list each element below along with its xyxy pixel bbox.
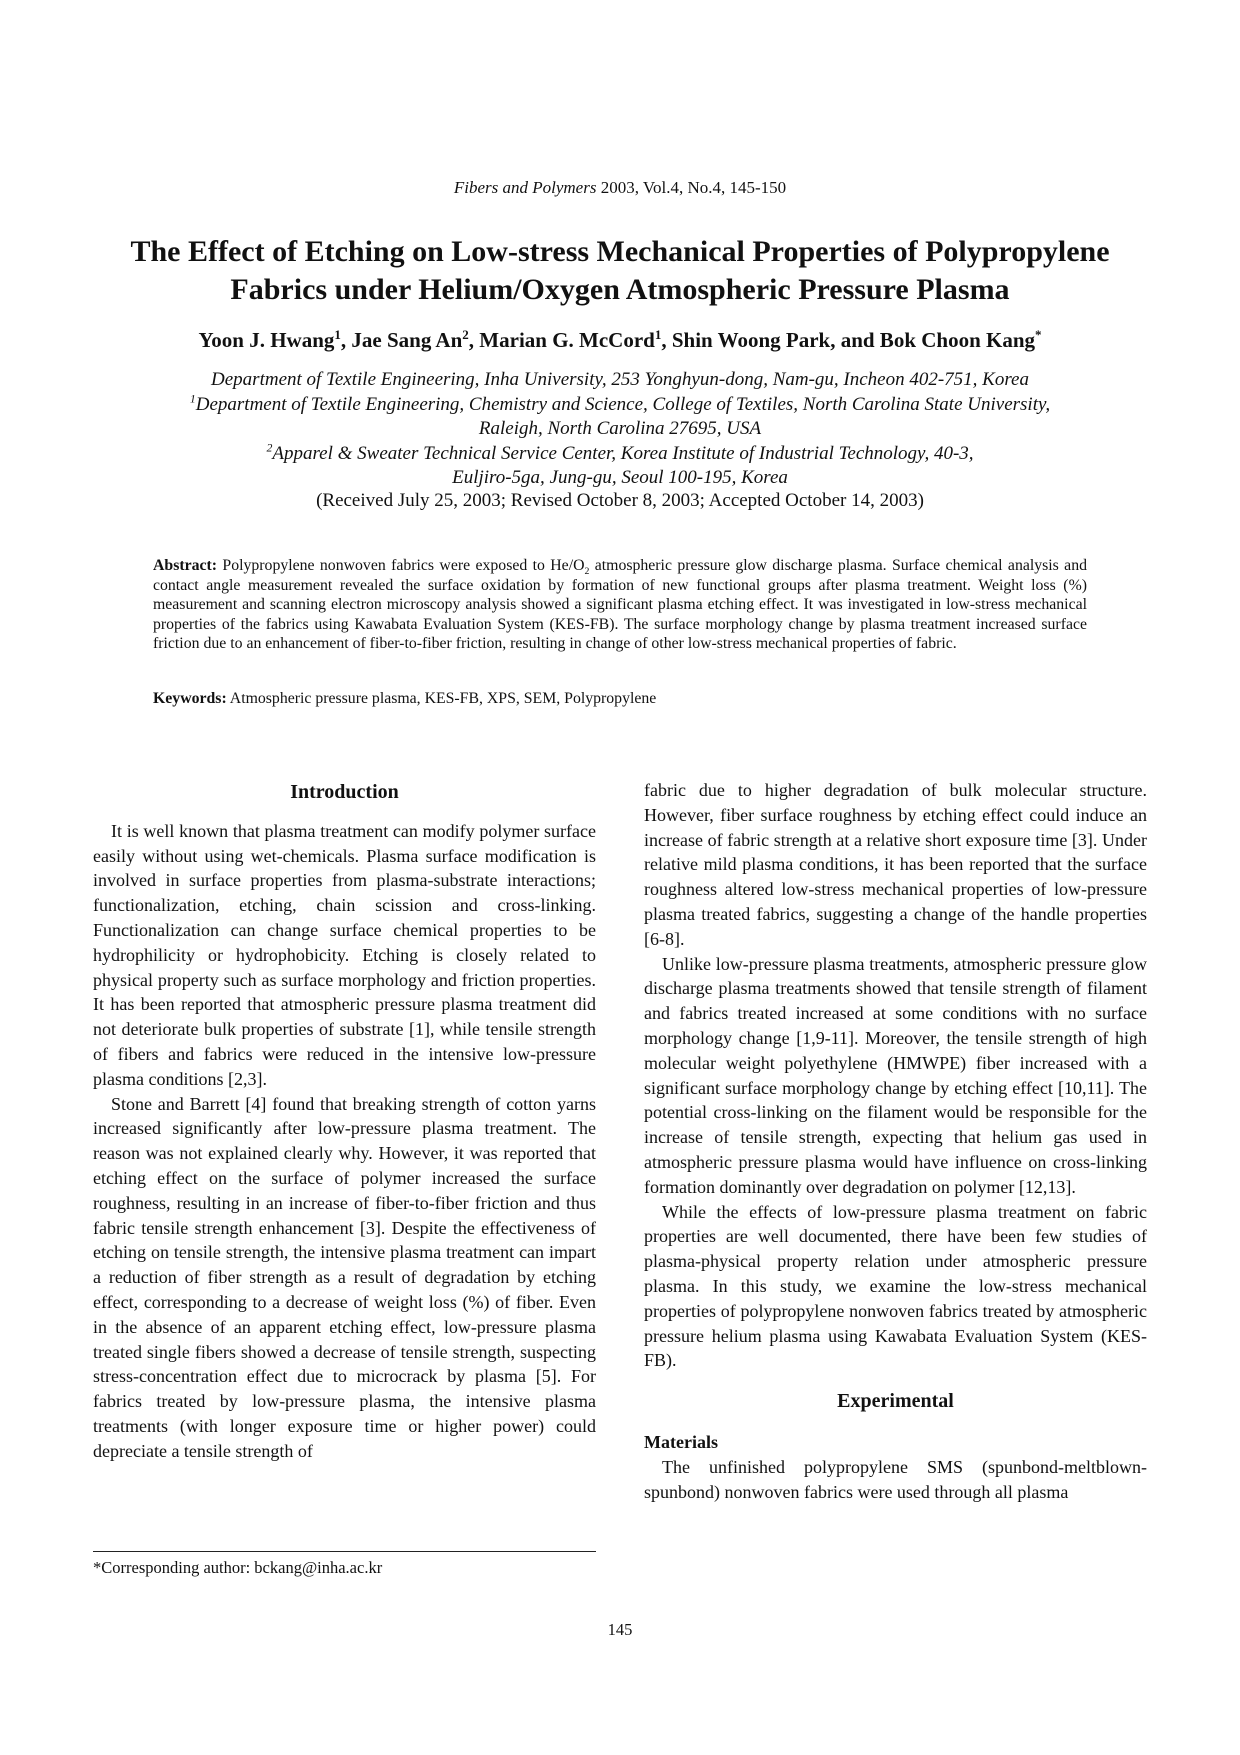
author-separator: , — [661, 328, 672, 352]
author-name: Shin Woong Park, and Bok Choon Kang — [671, 328, 1036, 352]
paragraph: Unlike low-pressure plasma treatments, atmospheric pressure glow discharge plasma treatments showed that tensile strength of filament and fabrics treated increased at some conditions with no surface morphology change [1,9-11]. Moreover, the tensile strength of high molecular weight polyethylene (HMWPE) fiber increased with a significant surface morphology change by etching effect [10,11]. The potential cross-linking on the filament would be responsible for the increase of tensile strength, expecting that helium gas used in atmospheric pressure plasma would have influence on cross-linking formation dominantly over degradation on polymer [12,13]. — [644, 953, 1147, 1197]
right-column — [644, 778, 1147, 1504]
affiliation-1-line-1: Department of Textile Engineering, Chemistry and Science, College of Textiles, North Carolina State University, — [195, 393, 1051, 415]
affiliation-2 — [90, 442, 1150, 467]
author-affiliation-mark: 1 — [334, 327, 341, 342]
affiliation-1-line-2: Raleigh, North Carolina 27695, USA — [478, 418, 762, 439]
subsection-heading-materials: Materials — [644, 1431, 718, 1452]
paragraph: While the effects of low-pressure plasma treatment on fabric properties are well documented, there have been few studies of plasma-physical property relation under atmospheric pressure plasma. In this study, we examine the low-stress mechanical properties of polypropylene nonwoven fabrics treated by atmospheric pressure helium plasma using Kawabata Evaluation System (KES-FB). — [644, 1201, 1147, 1371]
affiliation-2-line-2: Euljiro-5ga, Jung-gu, Seoul 100-195, Korea — [452, 467, 788, 488]
affiliation-2-mark: 2 — [266, 441, 273, 455]
author-list — [60, 328, 1180, 353]
journal-name: Fibers and Polymers — [453, 178, 597, 197]
title-line-2: Fabrics under Helium/Oxygen Atmospheric Pressure Plasma — [230, 273, 1010, 306]
received-dates: (Received July 25, 2003; Revised October 8, 2003; Accepted October 14, 2003) — [316, 490, 924, 511]
corresponding-author-mark: * — [1035, 327, 1042, 342]
footnote: *Corresponding author: bckang@inha.ac.kr — [93, 1558, 383, 1577]
left-column — [93, 778, 596, 1464]
footnote-divider — [93, 1551, 596, 1552]
author-name: Yoon J. Hwang — [198, 328, 335, 352]
keywords — [153, 690, 1087, 708]
affiliation-1 — [90, 393, 1150, 418]
affiliation-2-line-1: Apparel & Sweater Technical Service Center, Korea Institute of Industrial Technology, 40-3, — [272, 442, 974, 464]
paragraph: It is well known that plasma treatment can modify polymer surface easily without using wet-chemicals. Plasma surface modification is involved in surface properties from plasma-substrate interactions; functionalization, etching, chain scission and cross-linking. Functionalization can change surface chemical properties to be hydrophilicity or hydrophobicity. Etching is closely related to physical property such as surface morphology and friction properties. It has been reported that atmospheric pressure plasma treatment did not deteriorate bulk properties of substrate [1], while tensile strength of fibers and fabrics were reduced in the intensive low-pressure plasma conditions [2,3]. — [93, 820, 596, 1089]
author-name: Marian G. McCord — [479, 328, 655, 352]
author-separator: , — [468, 328, 480, 352]
paragraph: Stone and Barrett [4] found that breaking strength of cotton yarns increased significantly after low-pressure plasma treatment. The reason was not explained clearly why. However, it was reported that etching effect on the surface of polymer increased the surface roughness, resulting in an increase of fiber-to-fiber friction and thus fabric tensile strength enhancement [3]. Despite the effectiveness of etching on tensile strength, the intensive plasma treatment can impart a reduction of fiber strength as a result of degradation by etching effect, corresponding to a decrease of weight loss (%) of fiber. Even in the absence of an apparent etching effect, low-pressure plasma treated single fibers showed a decrease of tensile strength, suspecting stress-concentration effect due to microcrack by plasma [5]. For fabrics treated by low-pressure plasma, the intensive plasma treatments (with longer exposure time or higher power) could depreciate a tensile strength of — [93, 1093, 596, 1461]
journal-citation — [0, 178, 1240, 198]
paper-title — [90, 233, 1150, 309]
abstract-text-a: Polypropylene nonwoven fabrics were exposed to He/O — [217, 557, 585, 574]
keywords-label: Keywords: — [153, 690, 227, 707]
abstract — [153, 556, 1087, 654]
citation-details: 2003, Vol.4, No.4, 145-150 — [596, 178, 787, 197]
affiliation-1-mark: 1 — [189, 392, 196, 406]
abstract-text-b: atmospheric pressure glow discharge plasma. Surface chemical analysis and contact angle measurement revealed the surface oxidation by formation of new functional groups after plasma treatment. Weight loss (%) measurement and scanning electron microscopy analysis showed a significant plasma etching effect. It was investigated in low-stress mechanical properties of the fabrics using Kawabata Evaluation System (KES-FB). The surface morphology change by plasma treatment increased surface friction due to an enhancement of fiber-to-fiber friction, resulting in change of other low-stress mechanical properties of fabric. — [153, 557, 1087, 652]
title-line-1: The Effect of Etching on Low-stress Mechanical Properties of Polypropylene — [130, 235, 1110, 268]
abstract-label: Abstract: — [153, 557, 218, 574]
section-heading-introduction: Introduction — [290, 781, 399, 803]
author-name: Jae Sang An — [351, 328, 463, 352]
paragraph: fabric due to higher degradation of bulk molecular structure. However, fiber surface roughness by etching effect could induce an increase of fabric strength at a relative short exposure time [3]. Under relative mild plasma conditions, it has been reported that the surface roughness altered low-stress mechanical properties of low-pressure plasma treated fabrics, suggesting a change of the handle properties [6-8]. — [644, 780, 1147, 949]
paragraph: The unfinished polypropylene SMS (spunbond-meltblown-spunbond) nonwoven fabrics were used through all plasma — [644, 1456, 1147, 1502]
affiliations — [90, 368, 1150, 491]
keywords-text: Atmospheric pressure plasma, KES-FB, XPS, SEM, Polypropylene — [226, 690, 657, 707]
page-number: 145 — [607, 1620, 633, 1639]
author-affiliation-mark: 1 — [654, 327, 662, 342]
author-separator: , — [340, 328, 352, 352]
affiliation-0: Department of Textile Engineering, Inha University, 253 Yonghyun-dong, Nam-gu, Incheon 402-751, Korea — [211, 369, 1029, 390]
author-affiliation-mark: 2 — [462, 327, 469, 342]
abstract-subscript: 2 — [584, 566, 590, 578]
section-heading-experimental: Experimental — [837, 1390, 954, 1413]
